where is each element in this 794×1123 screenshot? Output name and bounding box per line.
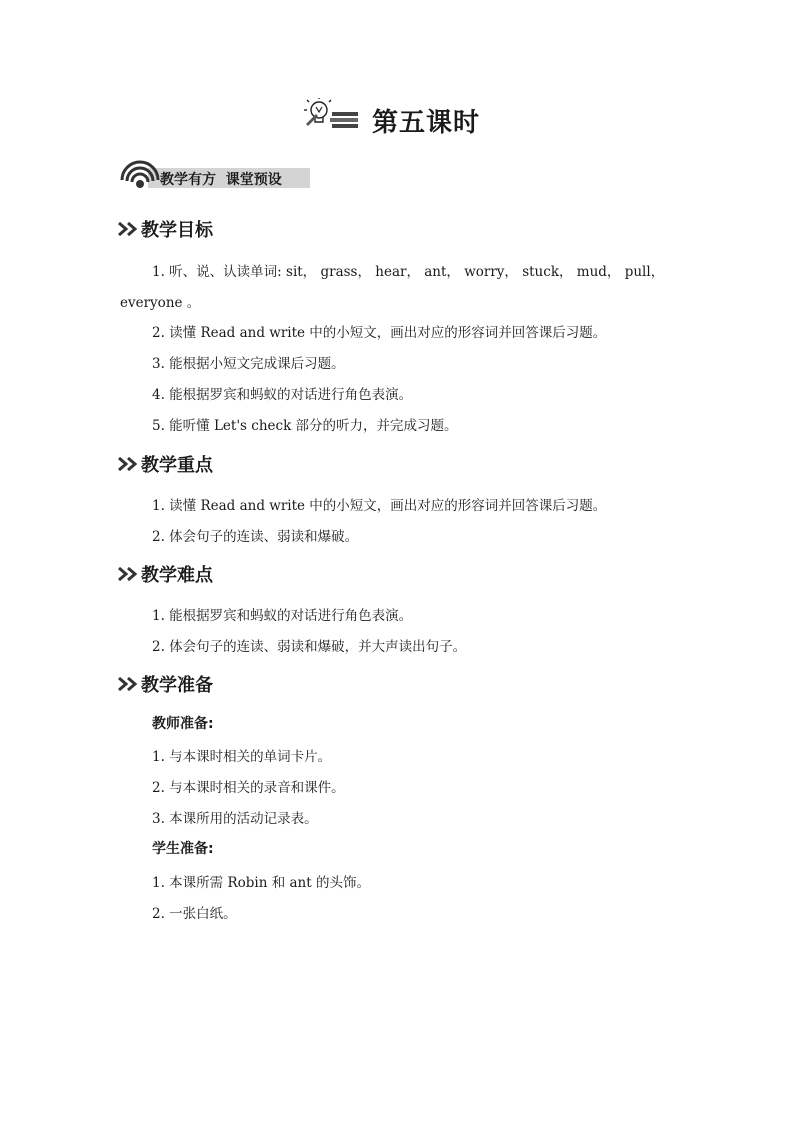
objective-item: 2. 读懂 Read and write 中的小短文，画出对应的形容词并回答课后习题。 xyxy=(152,325,607,341)
key-point-item: 1. 读懂 Read and write 中的小短文，画出对应的形容词并回答课后习题。 xyxy=(152,498,607,514)
objective-item: 4. 能根据罗宾和蚂蚁的对话进行角色表演。 xyxy=(152,387,413,403)
section-heading-text: 教学目标 xyxy=(141,220,213,241)
section-heading-text: 教学重点 xyxy=(141,455,213,476)
teacher-prep-label: 教师准备: xyxy=(152,716,214,732)
student-prep-item: 1. 本课所需 Robin 和 ant 的头饰。 xyxy=(152,875,370,891)
difficulty-item: 2. 体会句子的连读、弱读和爆破，并大声读出句子。 xyxy=(152,639,467,655)
banner-label: 教学有方 课堂预设 xyxy=(160,172,282,188)
section-heading-key-points xyxy=(118,451,213,477)
lesson-title-area xyxy=(0,96,794,146)
double-chevron-icon xyxy=(118,677,140,691)
student-prep-label: 学生准备: xyxy=(152,841,214,857)
section-heading-text: 教学准备 xyxy=(141,675,213,696)
double-chevron-icon xyxy=(118,567,140,581)
teacher-prep-item: 3. 本课所用的活动记录表。 xyxy=(152,811,318,827)
objective-item: 5. 能听懂 Let's check 部分的听力，并完成习题。 xyxy=(152,418,458,434)
signal-waves-icon xyxy=(118,154,164,192)
lightbulb-books-icon xyxy=(302,98,362,134)
teacher-prep-item: 2. 与本课时相关的录音和课件。 xyxy=(152,780,345,796)
key-point-item: 2. 体会句子的连读、弱读和爆破。 xyxy=(152,529,359,545)
student-prep-item: 2. 一张白纸。 xyxy=(152,906,237,922)
objective-item-continued: everyone 。 xyxy=(120,295,201,311)
double-chevron-icon xyxy=(118,457,140,471)
section-banner xyxy=(118,154,310,192)
page-title: 第五课时 xyxy=(372,108,481,138)
section-heading-text: 教学难点 xyxy=(141,565,213,586)
objective-item: 1. 听、说、认读单词: sit， grass， hear， ant， worry， stuck， mud， pull， xyxy=(152,264,665,280)
section-heading-objectives xyxy=(118,216,213,242)
section-heading-preparation xyxy=(118,671,213,697)
double-chevron-icon xyxy=(118,222,140,236)
objective-item: 3. 能根据小短文完成课后习题。 xyxy=(152,356,345,372)
difficulty-item: 1. 能根据罗宾和蚂蚁的对话进行角色表演。 xyxy=(152,608,413,624)
section-heading-difficulties xyxy=(118,561,213,587)
teacher-prep-item: 1. 与本课时相关的单词卡片。 xyxy=(152,749,332,765)
